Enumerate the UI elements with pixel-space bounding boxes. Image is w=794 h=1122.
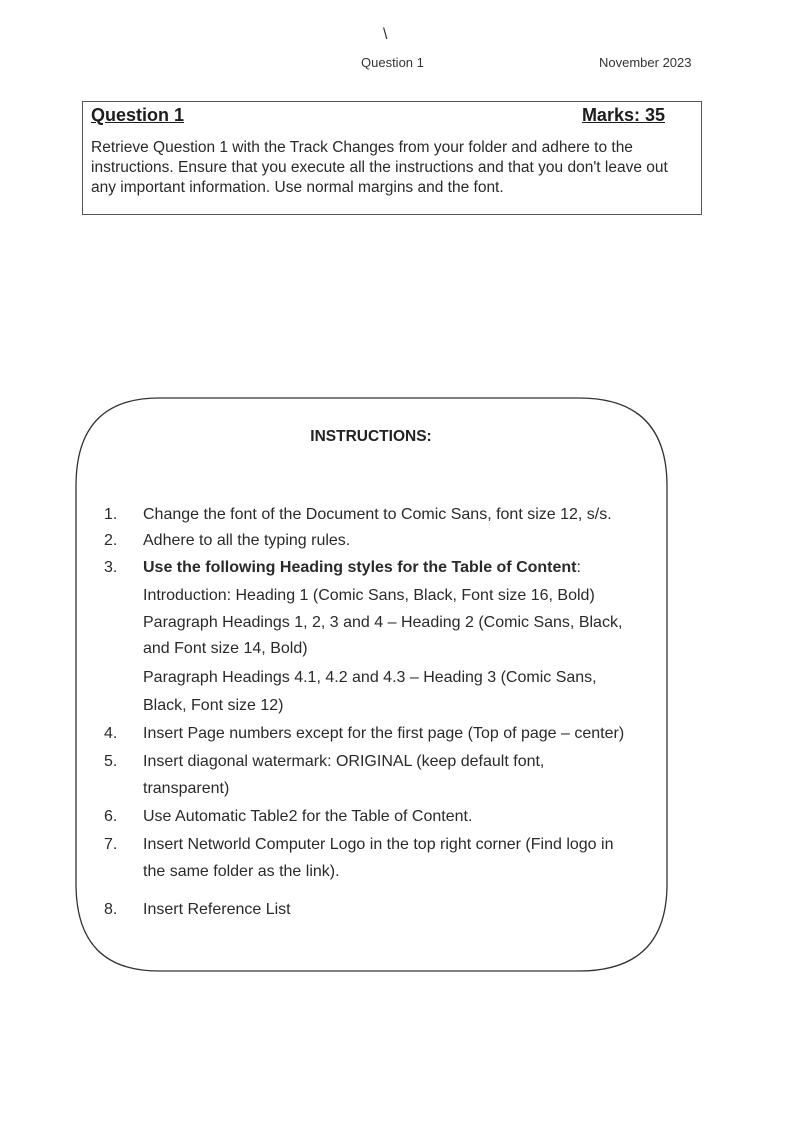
question-title: Question 1 xyxy=(91,105,185,125)
instruction-text: Paragraph Headings 1, 2, 3 and 4 – Heading 2 (Comic Sans, Black, xyxy=(143,614,623,631)
instruction-text: Insert Networld Computer Logo in the top right corner (Find logo in xyxy=(143,836,614,853)
instruction-number: 6. xyxy=(104,808,118,825)
instruction-number: 2. xyxy=(104,532,118,549)
page-mark: \ xyxy=(383,26,388,43)
instruction-text: Paragraph Headings 4.1, 4.2 and 4.3 – Heading 3 (Comic Sans, xyxy=(143,669,597,686)
header-question-label: Question 1 xyxy=(361,55,424,70)
header-date: November 2023 xyxy=(599,55,692,70)
instructions-title: INSTRUCTIONS: xyxy=(310,428,432,445)
instruction-number: 7. xyxy=(104,836,118,853)
instruction-text: Insert Page numbers except for the first page (Top of page – center) xyxy=(143,725,625,742)
instruction-text: transparent) xyxy=(143,780,230,797)
instruction-text: and Font size 14, Bold) xyxy=(143,640,308,657)
instruction-text: Black, Font size 12) xyxy=(143,697,284,714)
instruction-number: 5. xyxy=(104,753,118,770)
instruction-text: Introduction: Heading 1 (Comic Sans, Black, Font size 16, Bold) xyxy=(143,587,595,604)
instruction-number: 4. xyxy=(104,725,118,742)
instruction-text: Insert diagonal watermark: ORIGINAL (keep default font, xyxy=(143,753,545,770)
question-text: Retrieve Question 1 with the Track Changes from your folder and adhere to the instructions. Ensure that you execute all the instructions and that you don't leave out any important information. Use normal margins and the font. xyxy=(91,139,668,196)
question-marks: Marks: 35 xyxy=(581,105,665,125)
question-box xyxy=(82,101,702,215)
instruction-text xyxy=(143,555,643,581)
instruction-text: Change the font of the Document to Comic Sans, font size 12, s/s. xyxy=(143,506,612,523)
instruction-number: 3. xyxy=(104,559,118,576)
instruction-colon: : xyxy=(576,559,581,576)
instruction-text: Adhere to all the typing rules. xyxy=(143,532,351,549)
instruction-number: 8. xyxy=(104,901,118,918)
instruction-number: 1. xyxy=(104,506,118,523)
instruction-text: Use Automatic Table2 for the Table of Content. xyxy=(143,808,473,825)
instruction-bold-text: Use the following Heading styles for the Table of Content xyxy=(143,559,577,576)
instruction-text: the same folder as the link). xyxy=(143,863,340,880)
instruction-text: Insert Reference List xyxy=(143,901,291,918)
